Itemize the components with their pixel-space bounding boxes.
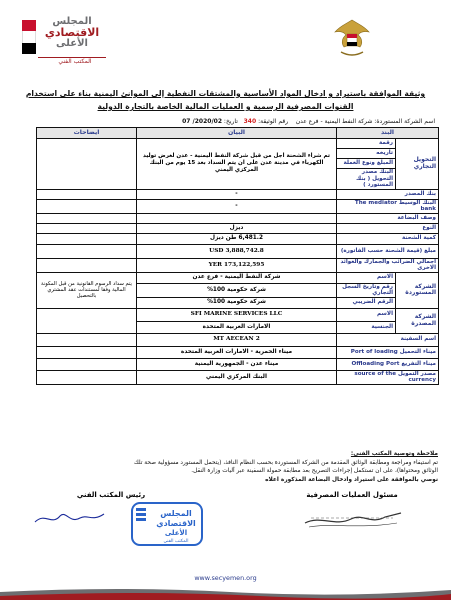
bank-source-label: بنك المصدر (337, 189, 439, 199)
commercial-transfer-category: التحويل التجاري (396, 139, 439, 190)
table-row (37, 346, 439, 358)
value-label: مبلغ (قيمة الشحنة حسب الفاتورة) (337, 244, 439, 258)
table-row (37, 139, 439, 149)
logo-line3: الأعلى (56, 38, 88, 49)
document-meta (100, 118, 435, 126)
table-row (37, 308, 439, 321)
table-row (37, 223, 439, 233)
footer-wave (0, 586, 451, 600)
type-value: ديزل (137, 223, 337, 233)
exporter-category: الشركة المصدرة (396, 308, 439, 333)
head-of-office-title: رئيس المكتب الفني (76, 491, 146, 499)
mediator-bank-notes (37, 199, 137, 213)
cargo-qty-label: كمية الشحنة (337, 233, 439, 244)
port-unloading-label: ميناء التفريغ Offloading Port (337, 358, 439, 370)
document-subtitle: القنوات المصرفية الرسمية و العمليات المالية الخاصة بالتجارة الدولية (97, 102, 354, 111)
bank-source-value: - (137, 189, 337, 199)
port-loading-label: ميناء التحميل Port of loading (337, 346, 439, 358)
head-signature-icon (30, 508, 120, 528)
document-title: وثيقة الموافقة باستيراد و ادخال المواد الأساسية والمشتقات النفطية إلى الموانئ اليمنية بناء على استخدام (25, 89, 426, 98)
header-notes: ايضاحات (37, 128, 137, 139)
table-row (37, 213, 439, 223)
notes-line1: تم استيفاء ومراجعة ومطابقة الوثائق المقدمة من الشركة المستوردة بحسب النظام النافذ، (يتحمل المستورد مسؤولية صحة تلك (134, 459, 438, 466)
importer-name-label: الاسم (337, 272, 396, 283)
importer-label: اسم الشركة المستوردة: شركة النفط اليمنية - فرع عدن (295, 118, 435, 125)
commercial-transfer-data: تم شراء الشحنة اجل من قبل شركة النفط اليمنية - عدن لغرض توليد الكهرباء في مدينة عدن على ان يتم السداد بعد 15 يوم من البنك المركزي اليمني (137, 139, 337, 190)
notes-heading: ملاحظة وتوصية المكتب الفني: (350, 451, 438, 457)
exporter-nationality-label: الجنسية (337, 321, 396, 333)
doc-number: 340 (243, 118, 257, 125)
table-row (37, 272, 439, 283)
goods-desc-value (137, 213, 337, 223)
type-label: النوع (337, 223, 439, 233)
ship-name-notes (37, 333, 137, 346)
table-row (37, 244, 439, 258)
header-data: البيان (137, 128, 337, 139)
port-unloading-notes (37, 358, 137, 370)
logo-text (38, 16, 106, 49)
details-table (36, 127, 439, 385)
doc-no-label: رقم الوثيقة: (258, 118, 289, 125)
amount-value: 3,888,742.8 USD (137, 244, 337, 258)
logo-line1: المجلس (52, 16, 92, 27)
table-row (37, 333, 439, 346)
table-row (37, 370, 439, 384)
goods-desc-label: وصف البضاعة (337, 213, 439, 223)
bank-receiving-label: البنك مصدر التحويل ( بنك المستورد ) (337, 169, 396, 190)
table-row (37, 258, 439, 272)
port-unloading-value: ميناء عدن - الجمهورية اليمنية (137, 358, 337, 370)
exporter-nationality-value: الامارات العربية المتحدة (137, 321, 337, 333)
importer-tax-value: شركة حكومية 100% (137, 297, 337, 308)
table-header-row (37, 128, 439, 139)
doc-date: 2020/02/ 07 (182, 118, 222, 125)
table-row (37, 358, 439, 370)
ship-name-label: اسم السفينة (337, 333, 439, 346)
port-loading-value: ميناء الحمرية - الامارات العربية المتحدة (137, 346, 337, 358)
commercial-transfer-notes (37, 139, 137, 190)
stamp-line1: المجلس (160, 509, 192, 518)
transfer-amount-label: المبلغ ونوع العملة (337, 159, 396, 169)
notes-line3: نوصي بالموافقة على استيراد وادخال البضاعة المذكورة اعلاه (265, 476, 438, 483)
importer-name-value: شركة النفط اليمنية - فرع عدن (137, 272, 337, 283)
importer-reg-value: شركة حكومية 100% (137, 283, 337, 297)
table-row (37, 233, 439, 244)
fund-source-label: مصدر التمويل source of the currency (337, 370, 439, 384)
transfer-number-label: رقمة (337, 139, 396, 149)
official-stamp-icon (126, 500, 208, 548)
exporter-name-value: SFI MARINE SERVICES LLC (137, 308, 337, 321)
exporter-notes (37, 308, 137, 333)
table-row (37, 189, 439, 199)
stamp-office: المكتب الفني (163, 539, 189, 544)
ship-name-value: MT AECEAN 2 (137, 333, 337, 346)
total-taxes-label: اجمالي الضرائب والجمارك والعوائد الاخرى (337, 258, 439, 272)
exporter-name-label: الاسم (337, 308, 396, 321)
logo-line2: الاقتصادي (44, 26, 100, 39)
details-table-wrapper (36, 127, 438, 385)
yemen-flag-icon (22, 20, 36, 54)
table-row (37, 199, 439, 213)
importer-reg-label: رقم وتاريخ السجل التجاري (337, 283, 396, 297)
date-label: تاريخ: (223, 118, 238, 125)
amount-notes (37, 244, 137, 258)
notes-line2: الوثائق ومحتواها)، على ان تستكمل إجراءات التصريح بعد مطابقة حمولة السفينة عبر آليات وزارة النقل. (191, 468, 438, 474)
quantity-notes (37, 233, 137, 244)
port-loading-notes (37, 346, 137, 358)
fund-source-notes (37, 370, 137, 384)
bank-source-notes (37, 189, 137, 199)
total-taxes-value: YER 173,122,595 (137, 258, 337, 272)
importer-tax-label: الرقم الضريبي (337, 297, 396, 308)
mediator-bank-value: - (137, 199, 337, 213)
council-logo (22, 14, 108, 74)
transfer-date-label: تاريخه (337, 149, 396, 159)
technical-office-notes (14, 450, 438, 484)
goods-desc-notes (37, 213, 137, 223)
total-taxes-notes (37, 258, 137, 272)
banking-officer-title: مسئول العمليات المصرفية (306, 491, 398, 499)
website-link[interactable]: www.secyemen.org (194, 574, 257, 582)
stamp-line2: الاقتصادي (156, 519, 196, 528)
stamp-line3: الأعلى (164, 529, 188, 537)
importer-note: يتم سداد الرسوم القانونية من قبل المكونة المالية وفقا لمستندات عقد المشتري بالتحصيل (37, 272, 137, 308)
yemen-emblem-icon (332, 16, 372, 60)
fund-source-value: البنك المركزي اليمني (137, 370, 337, 384)
mediator-bank-label: البنك الوسيط The mediator bank (337, 199, 439, 213)
officer-signature-icon (301, 505, 405, 531)
header-item: البند (337, 128, 439, 139)
type-notes (37, 223, 137, 233)
importer-category: الشركة المستوردة (396, 272, 439, 308)
quantity-value: 6,481.2 طن ديزل (137, 233, 337, 244)
logo-office: المكتب الفني (58, 58, 92, 65)
